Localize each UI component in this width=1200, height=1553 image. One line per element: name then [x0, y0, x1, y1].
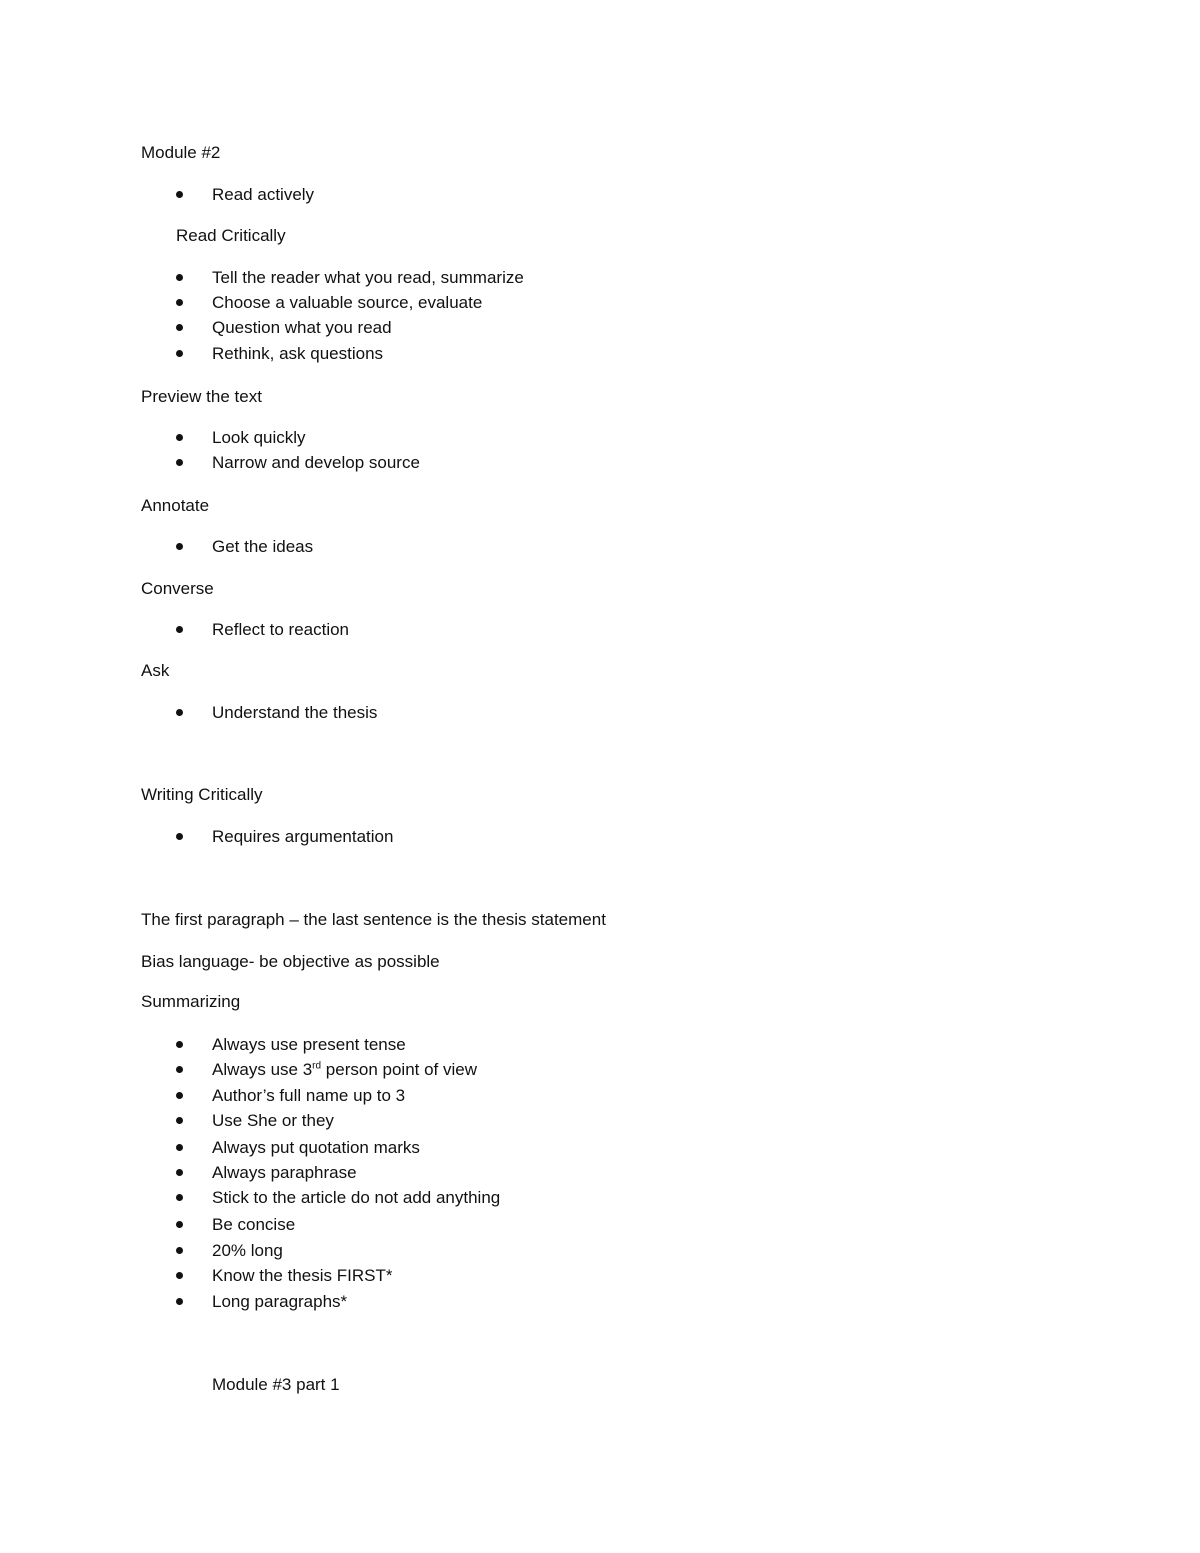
module-3-title: Module #3 part 1 — [212, 1375, 340, 1394]
writing-critically-heading: Writing Critically — [141, 785, 263, 804]
list-item: Author’s full name up to 3 — [212, 1086, 406, 1105]
list-item: Reflect to reaction — [212, 620, 350, 639]
bullet-icon — [176, 833, 183, 840]
list-item: Get the ideas — [212, 537, 314, 556]
bullet-icon — [176, 1298, 183, 1305]
list-item: Always put quotation marks — [212, 1138, 420, 1157]
list-item: Be concise — [212, 1215, 296, 1234]
bullet-icon — [176, 350, 183, 357]
bullet-icon — [176, 1221, 183, 1228]
bullet-icon — [176, 1092, 183, 1099]
module-2-title: Module #2 — [141, 143, 221, 162]
list-item-read-actively: Read actively — [212, 185, 315, 204]
bullet-icon — [176, 1194, 183, 1201]
list-item: Look quickly — [212, 428, 306, 447]
bullet-icon — [176, 434, 183, 441]
bullet-icon — [176, 543, 183, 550]
third-person-suffix: person point of view — [321, 1060, 477, 1079]
ordinal-suffix: rd — [312, 1060, 322, 1072]
list-item: Use She or they — [212, 1111, 334, 1130]
annotate-heading: Annotate — [141, 496, 210, 515]
bullet-icon — [176, 191, 183, 198]
list-item: Requires argumentation — [212, 827, 394, 846]
first-paragraph-note: The first paragraph – the last sentence is the thesis statement — [141, 910, 606, 929]
list-item: Rethink, ask questions — [212, 344, 384, 363]
list-item: Understand the thesis — [212, 703, 378, 722]
list-item: Always use present tense — [212, 1035, 406, 1054]
bullet-icon — [176, 274, 183, 281]
bullet-icon — [176, 299, 183, 306]
preview-text-heading: Preview the text — [141, 387, 262, 406]
bullet-icon — [176, 1066, 183, 1073]
third-person-prefix: Always use 3 — [212, 1060, 313, 1079]
summarizing-heading: Summarizing — [141, 992, 241, 1011]
converse-heading: Converse — [141, 579, 214, 598]
bias-language-note: Bias language- be objective as possible — [141, 952, 440, 971]
list-item: Stick to the article do not add anything — [212, 1188, 501, 1207]
list-item: Know the thesis FIRST* — [212, 1266, 393, 1285]
ask-heading: Ask — [141, 661, 170, 680]
bullet-icon — [176, 626, 183, 633]
list-item: Question what you read — [212, 318, 392, 337]
bullet-icon — [176, 1169, 183, 1176]
bullet-icon — [176, 1272, 183, 1279]
list-item: Tell the reader what you read, summarize — [212, 268, 524, 287]
list-item: Always paraphrase — [212, 1163, 357, 1182]
bullet-icon — [176, 1041, 183, 1048]
list-item: Choose a valuable source, evaluate — [212, 293, 483, 312]
bullet-icon — [176, 1144, 183, 1151]
bullet-icon — [176, 709, 183, 716]
bullet-icon — [176, 459, 183, 466]
list-item: 20% long — [212, 1241, 283, 1260]
bullet-icon — [176, 1117, 183, 1124]
bullet-icon — [176, 324, 183, 331]
bullet-icon — [176, 1247, 183, 1254]
read-critically-heading: Read Critically — [176, 226, 286, 245]
list-item: Narrow and develop source — [212, 453, 420, 472]
list-item-third-person — [212, 1060, 477, 1080]
list-item: Long paragraphs* — [212, 1292, 348, 1311]
